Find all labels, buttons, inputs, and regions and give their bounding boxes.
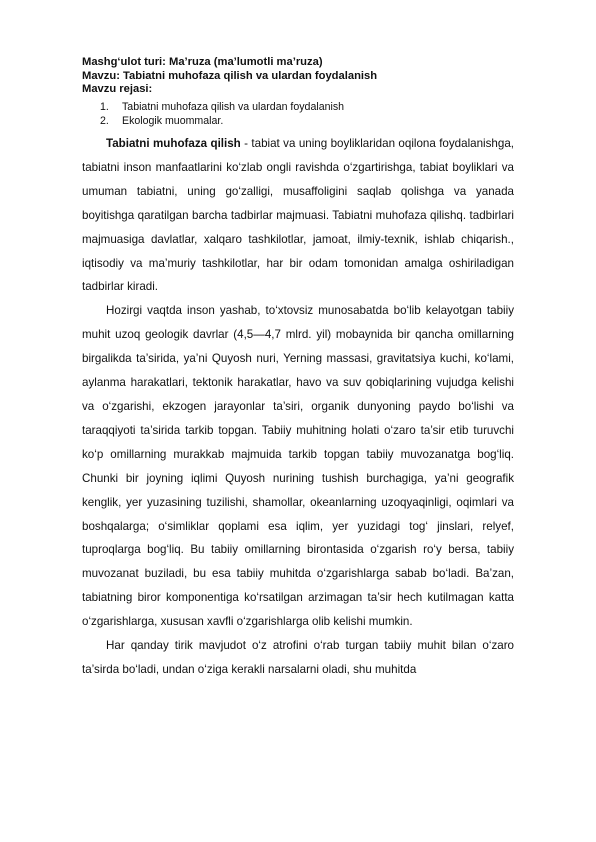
paragraph-definition [82,132,514,299]
lesson-type-line: Mashg‘ulot turi: Ma’ruza (ma’lumotli ma’ruza) [82,56,323,68]
plan-item-number: 1. [100,101,109,113]
plan-item-number: 2. [100,114,109,127]
plan-item [100,115,520,129]
plan-title: Mavzu rejasi: [82,83,153,95]
plan-item-text: Tabiatni muhofaza qilish va ulardan foydalanish [122,101,345,113]
body-text [82,132,514,682]
plan-item [100,101,520,115]
paragraph-natural-environment: Hozirgi vaqtda inson yashab, to‘xtovsiz munosabatda bo‘lib kelayotgan tabiiy muhit uzoq geologik davrlar (4,5—4,7 mlrd. yil) mobaynida bir qancha omillarning birgalikda ta’sirida, ya’ni Quyosh nuri, Yerning massasi, gravitatsiya kuchi, ko‘lami, aylanma harakatlari, tektonik harakatlar, havo va suv qobiqlarining vujudga kelishi va o‘zgarishi, ekzogen jarayonlar ta’siri, organik dunyoning paydo bo‘lishi va taraqqiyoti ta’sirida tarkib topgan. Tabiiy muhitning holati o‘zaro ta’sir etib turuvchi ko‘p omillarning murakkab majmuida tarkib topgan tabiiy muvozanatga bog‘liq. Chunki bir joyning iqlimi Quyosh nurining tushish burchagiga, ya’ni geografik kenglik, yer yuzasining tuzilishi, shamollar, okeanlarning uzoqyaqinligi, oqimlari va boshqalarga; o‘simliklar qoplami esa iqlim, yer yuzidagi tog‘ jinslari, relyef, tuproqlarga bog‘liq. Bu tabiiy omillarning birontasida o‘zgarish ro‘y bersa, tabiiy muvozanat buziladi, bu esa tabiiy muhitda o‘zgarishlarga sabab bo‘ladi. Ba’zan, tabiatning biror komponentiga ko‘rsatilgan arzimagan ta’sir hech kutilmagan katta o‘zgarishlarga, xususan xavfli o‘zgarishlarga olib kelishi mumkin. [82,304,514,629]
topic-line: Mavzu: Tabiatni muhofaza qilish va ulardan foydalanish [82,69,378,82]
definition-term: Tabiatni muhofaza qilish [106,137,241,150]
topic-plan-list [100,101,520,128]
plan-item-text: Ekologik muommalar. [122,114,224,127]
definition-text: - tabiat va uning boyliklaridan oqilona foydalanishga, tabiatni inson manfaatlarini ko‘zlab ongli ravishda o‘zgartirishga, tabiat boyliklari va umuman tabiatni, uning go‘zalligi, musaffoligini saqlab qolishga va yanada boyitishga qaratilgan barcha tadbirlar majmuasi. Tabiatni muhofaza qilishq. tadbirlari majmuasiga davlatlar, xalqaro tashkilotlar, jamoat, ilmiy-texnik, ishlab chiqarish., iqtisodiy va ma’muriy tashkilotlar, har bir odam tomonidan amalga oshiriladigan tadbirlar kiradi. [82,137,514,294]
paragraph-living-beings: Har qanday tirik mavjudot o‘z atrofini o‘rab turgan tabiiy muhit bilan o‘zaro ta’sirda bo‘ladi, undan o‘ziga kerakli narsalarni oladi, shu muhitda [82,639,514,676]
lecture-header [82,56,522,97]
